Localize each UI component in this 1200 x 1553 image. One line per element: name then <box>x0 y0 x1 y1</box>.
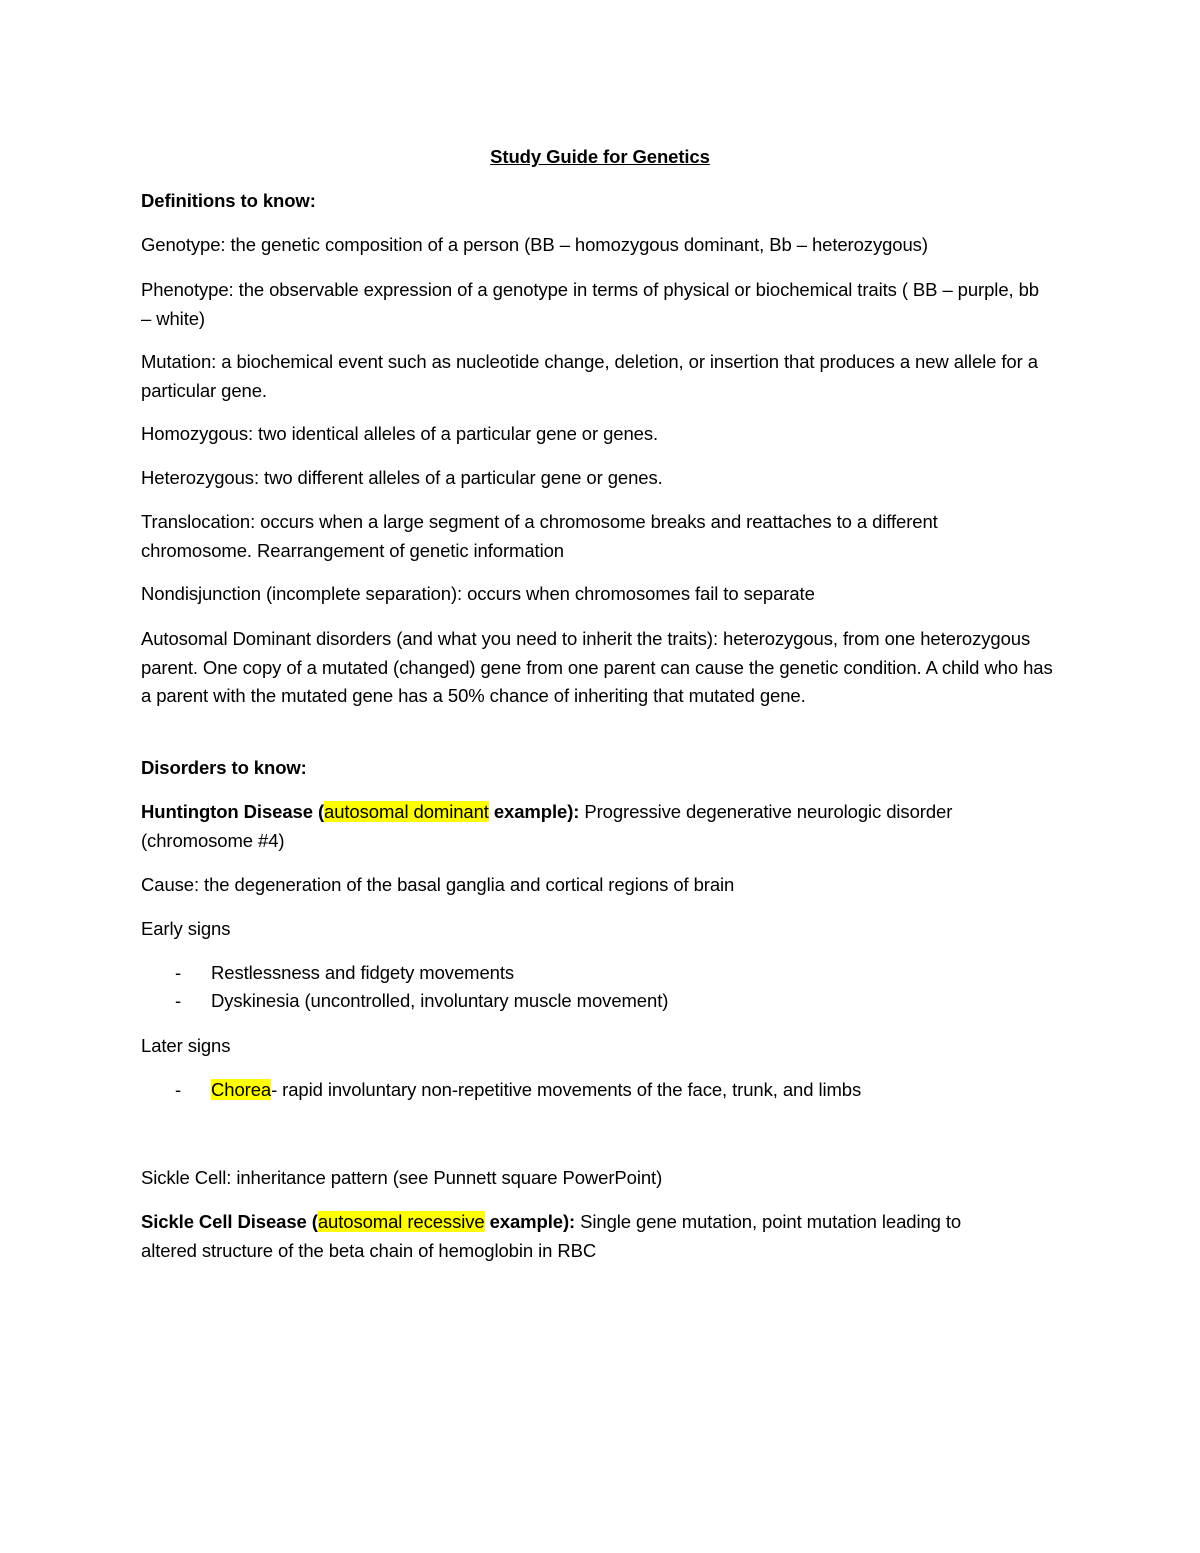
sickle-cell-disease <box>141 1208 1021 1265</box>
sickle-cell-line: Sickle Cell: inheritance pattern (see Punnett square PowerPoint) <box>141 1167 663 1188</box>
definition-nondisjunction <box>141 580 1061 609</box>
disorder-name-end: example): <box>484 1211 576 1232</box>
highlighted-inheritance: autosomal recessive <box>317 1211 485 1232</box>
definition-term: Genotype: <box>141 234 226 255</box>
list-item-text <box>211 1076 861 1105</box>
definition-text: a biochemical event such as nucleotide change, deletion, or insertion that produces a new allele for a particular gene. <box>141 351 1038 401</box>
disorder-name-end: example): <box>488 801 580 822</box>
definition-term: Translocation: <box>141 511 256 532</box>
disorder-description: Single gene mutation, point mutation leading to altered structure of the beta chain of hemoglobin in RBC <box>141 1211 962 1261</box>
later-signs-label: Later signs <box>141 1035 231 1056</box>
definition-term: Homozygous: <box>141 423 254 444</box>
list-item-description: - rapid involuntary non-repetitive movements of the face, trunk, and limbs <box>271 1079 862 1100</box>
definition-text: occurs when chromosomes fail to separate <box>462 583 815 604</box>
definition-text: the observable expression of a genotype in terms of physical or biochemical traits ( BB – purple, bb – white) <box>141 279 1039 329</box>
bullet-dash: - <box>175 990 182 1011</box>
disorders-heading: Disorders to know: <box>141 757 307 778</box>
page-title: Study Guide for Genetics <box>490 146 710 167</box>
definition-text: heterozygous, from one heterozygous parent. One copy of a mutated (changed) gene from one parent can cause the genetic condition. A child who has a parent with the mutated gene has a 50% chance of inheriting that mutated gene. <box>141 628 1053 706</box>
bullet-dash: - <box>175 962 182 983</box>
list-item-text: Restlessness and fidgety movements <box>211 962 515 983</box>
list-item-text: Dyskinesia (uncontrolled, involuntary muscle movement) <box>211 990 669 1011</box>
disorder-name: Huntington Disease ( <box>141 801 325 822</box>
definition-translocation <box>141 508 1021 565</box>
definition-mutation <box>141 348 1041 405</box>
definition-term: Nondisjunction (incomplete separation): <box>141 583 463 604</box>
definition-text: occurs when a large segment of a chromosome breaks and reattaches to a different chromosome. Rearrangement of genetic information <box>141 511 938 561</box>
definition-heterozygous <box>141 464 1061 493</box>
early-signs-label: Early signs <box>141 918 231 939</box>
definition-term: Autosomal Dominant disorders (and what you need to inherit the traits): <box>141 628 718 649</box>
definition-text: two different alleles of a particular gene or genes. <box>258 467 663 488</box>
definition-term: Phenotype: <box>141 279 234 300</box>
bullet-dash: - <box>175 1079 182 1100</box>
definition-homozygous <box>141 420 1061 449</box>
definition-term: Mutation: <box>141 351 217 372</box>
disorder-description: Progressive degenerative neurologic disorder (chromosome #4) <box>141 801 953 851</box>
disorder-name: Sickle Cell Disease ( <box>141 1211 318 1232</box>
definition-autosomal-dominant <box>141 625 1061 711</box>
highlighted-inheritance: autosomal dominant <box>324 801 489 822</box>
definition-genotype <box>141 231 1061 260</box>
highlighted-term: Chorea <box>211 1079 272 1100</box>
definitions-heading: Definitions to know: <box>141 190 316 211</box>
definition-text: two identical alleles of a particular gene or genes. <box>253 423 659 444</box>
definition-phenotype <box>141 276 1041 333</box>
huntington-disease <box>141 798 1021 855</box>
definition-term: Heterozygous: <box>141 467 259 488</box>
definition-text: the genetic composition of a person (BB – homozygous dominant, Bb – heterozygous) <box>225 234 928 255</box>
cause-line: Cause: the degeneration of the basal ganglia and cortical regions of brain <box>141 874 735 895</box>
